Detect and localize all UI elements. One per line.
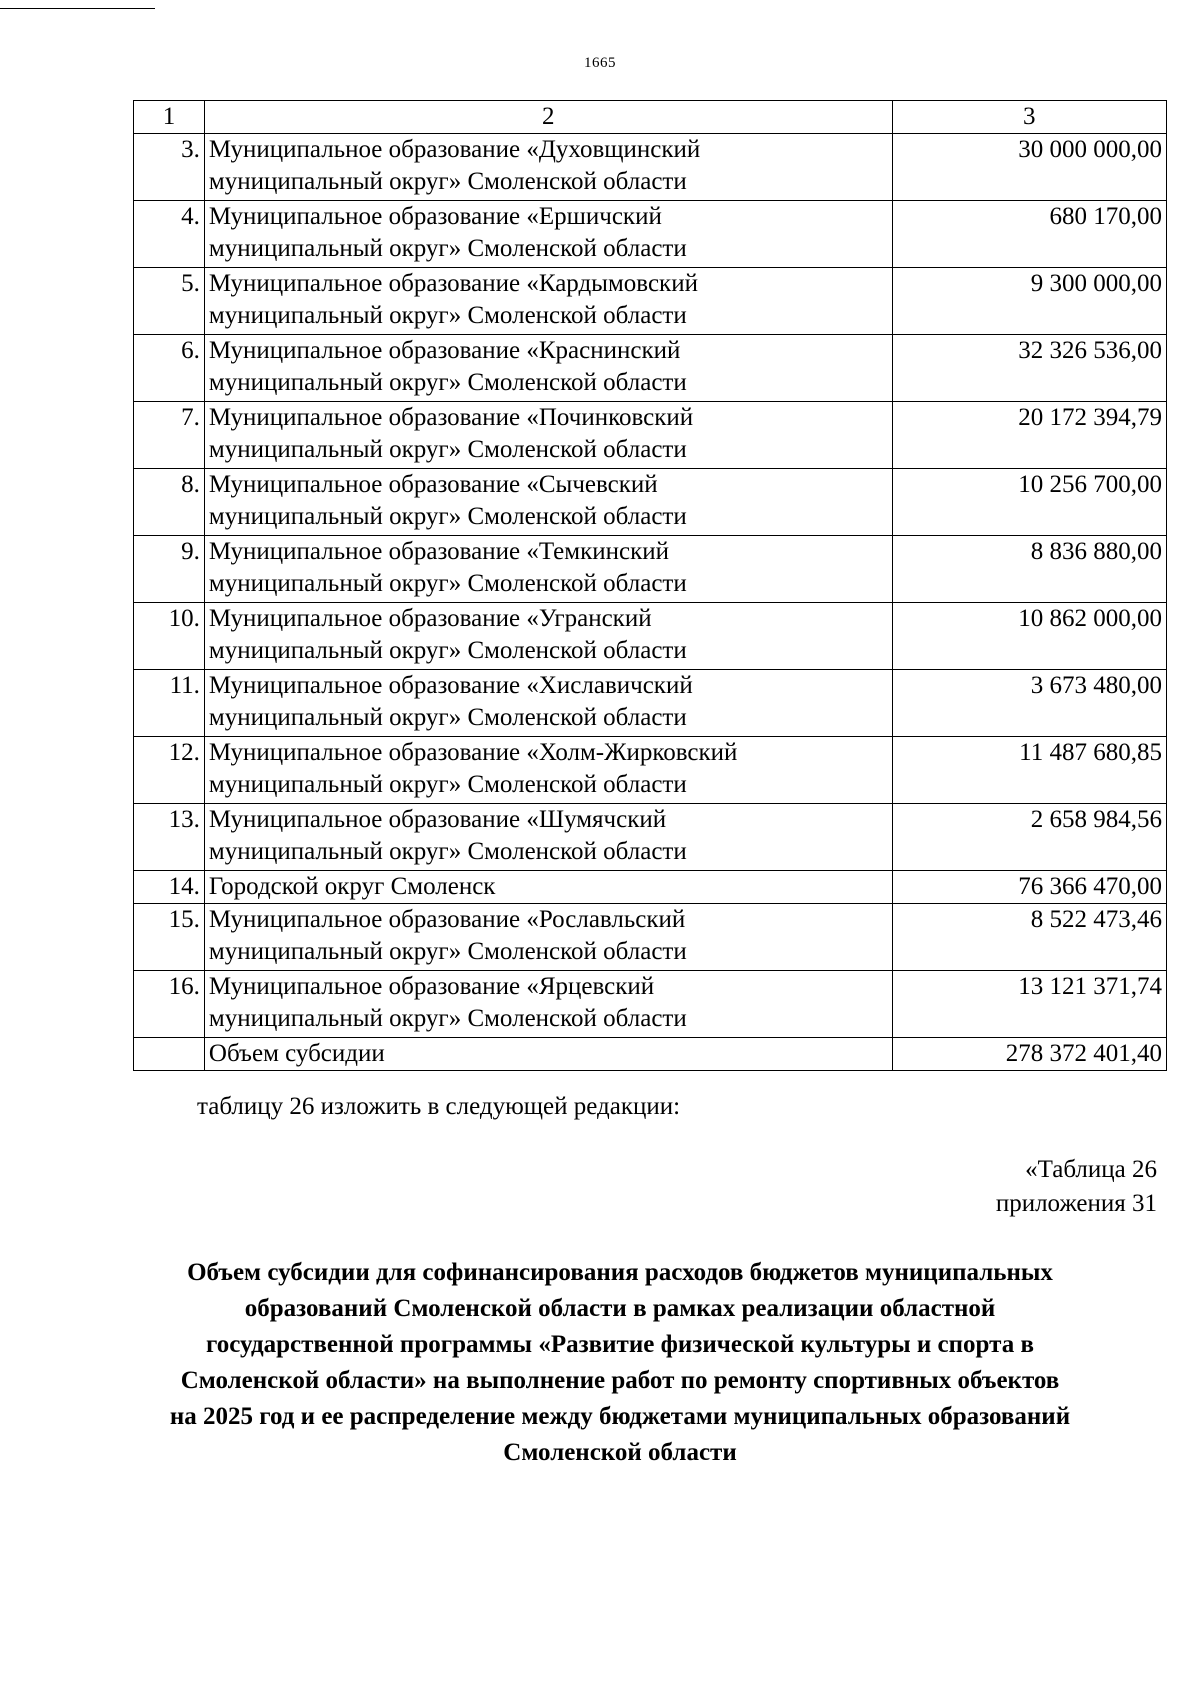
row-name-line-1: Муниципальное образование «Хиславичский: [208, 672, 693, 699]
row-name-line-2: муниципальный округ» Смоленской области: [208, 570, 687, 597]
row-name-line-1: Муниципальное образование «Сычевский: [208, 471, 658, 498]
row-name-line-1: Муниципальное образование «Шумячский: [208, 806, 667, 833]
title-line: образований Смоленской области в рамках реализации областной: [244, 1295, 996, 1322]
row-name: [204, 469, 892, 536]
row-number: 11.: [134, 670, 205, 737]
caption-line-1: «Таблица 26: [1025, 1156, 1157, 1183]
table-row: [134, 871, 1167, 904]
row-number: 16.: [134, 971, 205, 1038]
row-name-line-2: муниципальный округ» Смоленской области: [208, 637, 687, 664]
row-name: [204, 134, 892, 201]
row-name: [204, 904, 892, 971]
title-line: Смоленской области» на выполнение работ по ремонту спортивных объектов: [180, 1367, 1060, 1394]
row-name-line-2: муниципальный округ» Смоленской области: [208, 838, 687, 865]
row-amount: 11 487 680,85: [892, 737, 1166, 804]
table-total-row: [134, 1038, 1167, 1071]
row-amount: 9 300 000,00: [892, 268, 1166, 335]
table-row: [134, 536, 1167, 603]
row-number: 8.: [134, 469, 205, 536]
caption-line-2: приложения 31: [995, 1190, 1157, 1217]
row-name-line-2: муниципальный округ» Смоленской области: [208, 302, 687, 329]
row-name-line-2: муниципальный округ» Смоленской области: [208, 704, 687, 731]
row-amount: 30 000 000,00: [892, 134, 1166, 201]
total-label: Объем субсидии: [204, 1038, 892, 1071]
row-number: 5.: [134, 268, 205, 335]
row-amount: 8 836 880,00: [892, 536, 1166, 603]
row-number: 4.: [134, 201, 205, 268]
row-name-line-1: Городской округ Смоленск: [208, 873, 496, 900]
header-col-2: 2: [204, 101, 892, 134]
total-amount: 278 372 401,40: [892, 1038, 1166, 1071]
row-name: [204, 268, 892, 335]
table-row: [134, 134, 1167, 201]
row-name-line-2: муниципальный округ» Смоленской области: [208, 369, 687, 396]
table-row: [134, 268, 1167, 335]
row-name-line-2: муниципальный округ» Смоленской области: [208, 938, 687, 965]
table-row: [134, 201, 1167, 268]
row-amount: 20 172 394,79: [892, 402, 1166, 469]
row-name-line-1: Муниципальное образование «Духовщинский: [208, 136, 701, 163]
page-number: 1665: [584, 55, 616, 71]
table-row: [134, 971, 1167, 1038]
row-name: [204, 670, 892, 737]
row-amount: 8 522 473,46: [892, 904, 1166, 971]
row-amount: 10 256 700,00: [892, 469, 1166, 536]
row-name-line-1: Муниципальное образование «Ершичский: [208, 203, 662, 230]
row-name: [204, 603, 892, 670]
row-name-line-1: Муниципальное образование «Кардымовский: [208, 270, 698, 297]
row-amount: 13 121 371,74: [892, 971, 1166, 1038]
row-name-line-2: муниципальный округ» Смоленской области: [208, 235, 687, 262]
row-number: 13.: [134, 804, 205, 871]
row-name: [204, 536, 892, 603]
row-name: [204, 201, 892, 268]
table-row: [134, 469, 1167, 536]
row-number: 9.: [134, 536, 205, 603]
row-name: [204, 402, 892, 469]
row-number: 10.: [134, 603, 205, 670]
total-number: [134, 1038, 205, 1071]
row-name: [204, 971, 892, 1038]
header-col-3: 3: [892, 101, 1166, 134]
table-row: [134, 402, 1167, 469]
row-name-line-1: Муниципальное образование «Краснинский: [208, 337, 681, 364]
table-caption: [996, 1153, 1157, 1221]
row-number: 14.: [134, 871, 205, 904]
row-amount: 10 862 000,00: [892, 603, 1166, 670]
row-name-line-2: муниципальный округ» Смоленской области: [208, 1005, 687, 1032]
row-name-line-2: муниципальный округ» Смоленской области: [208, 168, 687, 195]
row-name-line-1: Муниципальное образование «Рославльский: [208, 906, 686, 933]
row-name-line-2: муниципальный округ» Смоленской области: [208, 436, 687, 463]
row-amount: 32 326 536,00: [892, 335, 1166, 402]
row-number: 7.: [134, 402, 205, 469]
table-row: [134, 335, 1167, 402]
row-name-line-2: муниципальный округ» Смоленской области: [208, 771, 687, 798]
row-name: [204, 871, 892, 904]
row-number: 6.: [134, 335, 205, 402]
row-name: [204, 335, 892, 402]
corner-rule: [0, 8, 155, 9]
instruction-text: таблицу 26 изложить в следующей редакции:: [197, 1093, 681, 1120]
row-name-line-1: Муниципальное образование «Починковский: [208, 404, 694, 431]
table-title: [100, 1255, 1140, 1471]
row-name-line-1: Муниципальное образование «Темкинский: [208, 538, 669, 565]
table-row: [134, 904, 1167, 971]
title-line: Объем субсидии для софинансирования расходов бюджетов муниципальных: [187, 1259, 1053, 1286]
row-name-line-1: Муниципальное образование «Холм-Жирковский: [208, 739, 738, 766]
row-name: [204, 804, 892, 871]
table-header-row: [134, 101, 1167, 134]
row-amount: 2 658 984,56: [892, 804, 1166, 871]
row-amount: 76 366 470,00: [892, 871, 1166, 904]
row-name-line-1: Муниципальное образование «Угранский: [208, 605, 652, 632]
row-amount: 680 170,00: [892, 201, 1166, 268]
table-row: [134, 804, 1167, 871]
header-col-1: 1: [134, 101, 205, 134]
row-name: [204, 737, 892, 804]
row-number: 12.: [134, 737, 205, 804]
row-number: 15.: [134, 904, 205, 971]
row-name-line-1: Муниципальное образование «Ярцевский: [208, 973, 655, 1000]
row-name-line-2: муниципальный округ» Смоленской области: [208, 503, 687, 530]
title-line: на 2025 год и ее распределение между бюджетами муниципальных образований: [169, 1403, 1071, 1430]
table-row: [134, 737, 1167, 804]
subsidy-table: [133, 100, 1167, 1071]
row-number: 3.: [134, 134, 205, 201]
table-row: [134, 603, 1167, 670]
table-row: [134, 670, 1167, 737]
title-line: Смоленской области: [503, 1439, 737, 1466]
row-amount: 3 673 480,00: [892, 670, 1166, 737]
title-line: государственной программы «Развитие физической культуры и спорта в: [206, 1331, 1034, 1358]
